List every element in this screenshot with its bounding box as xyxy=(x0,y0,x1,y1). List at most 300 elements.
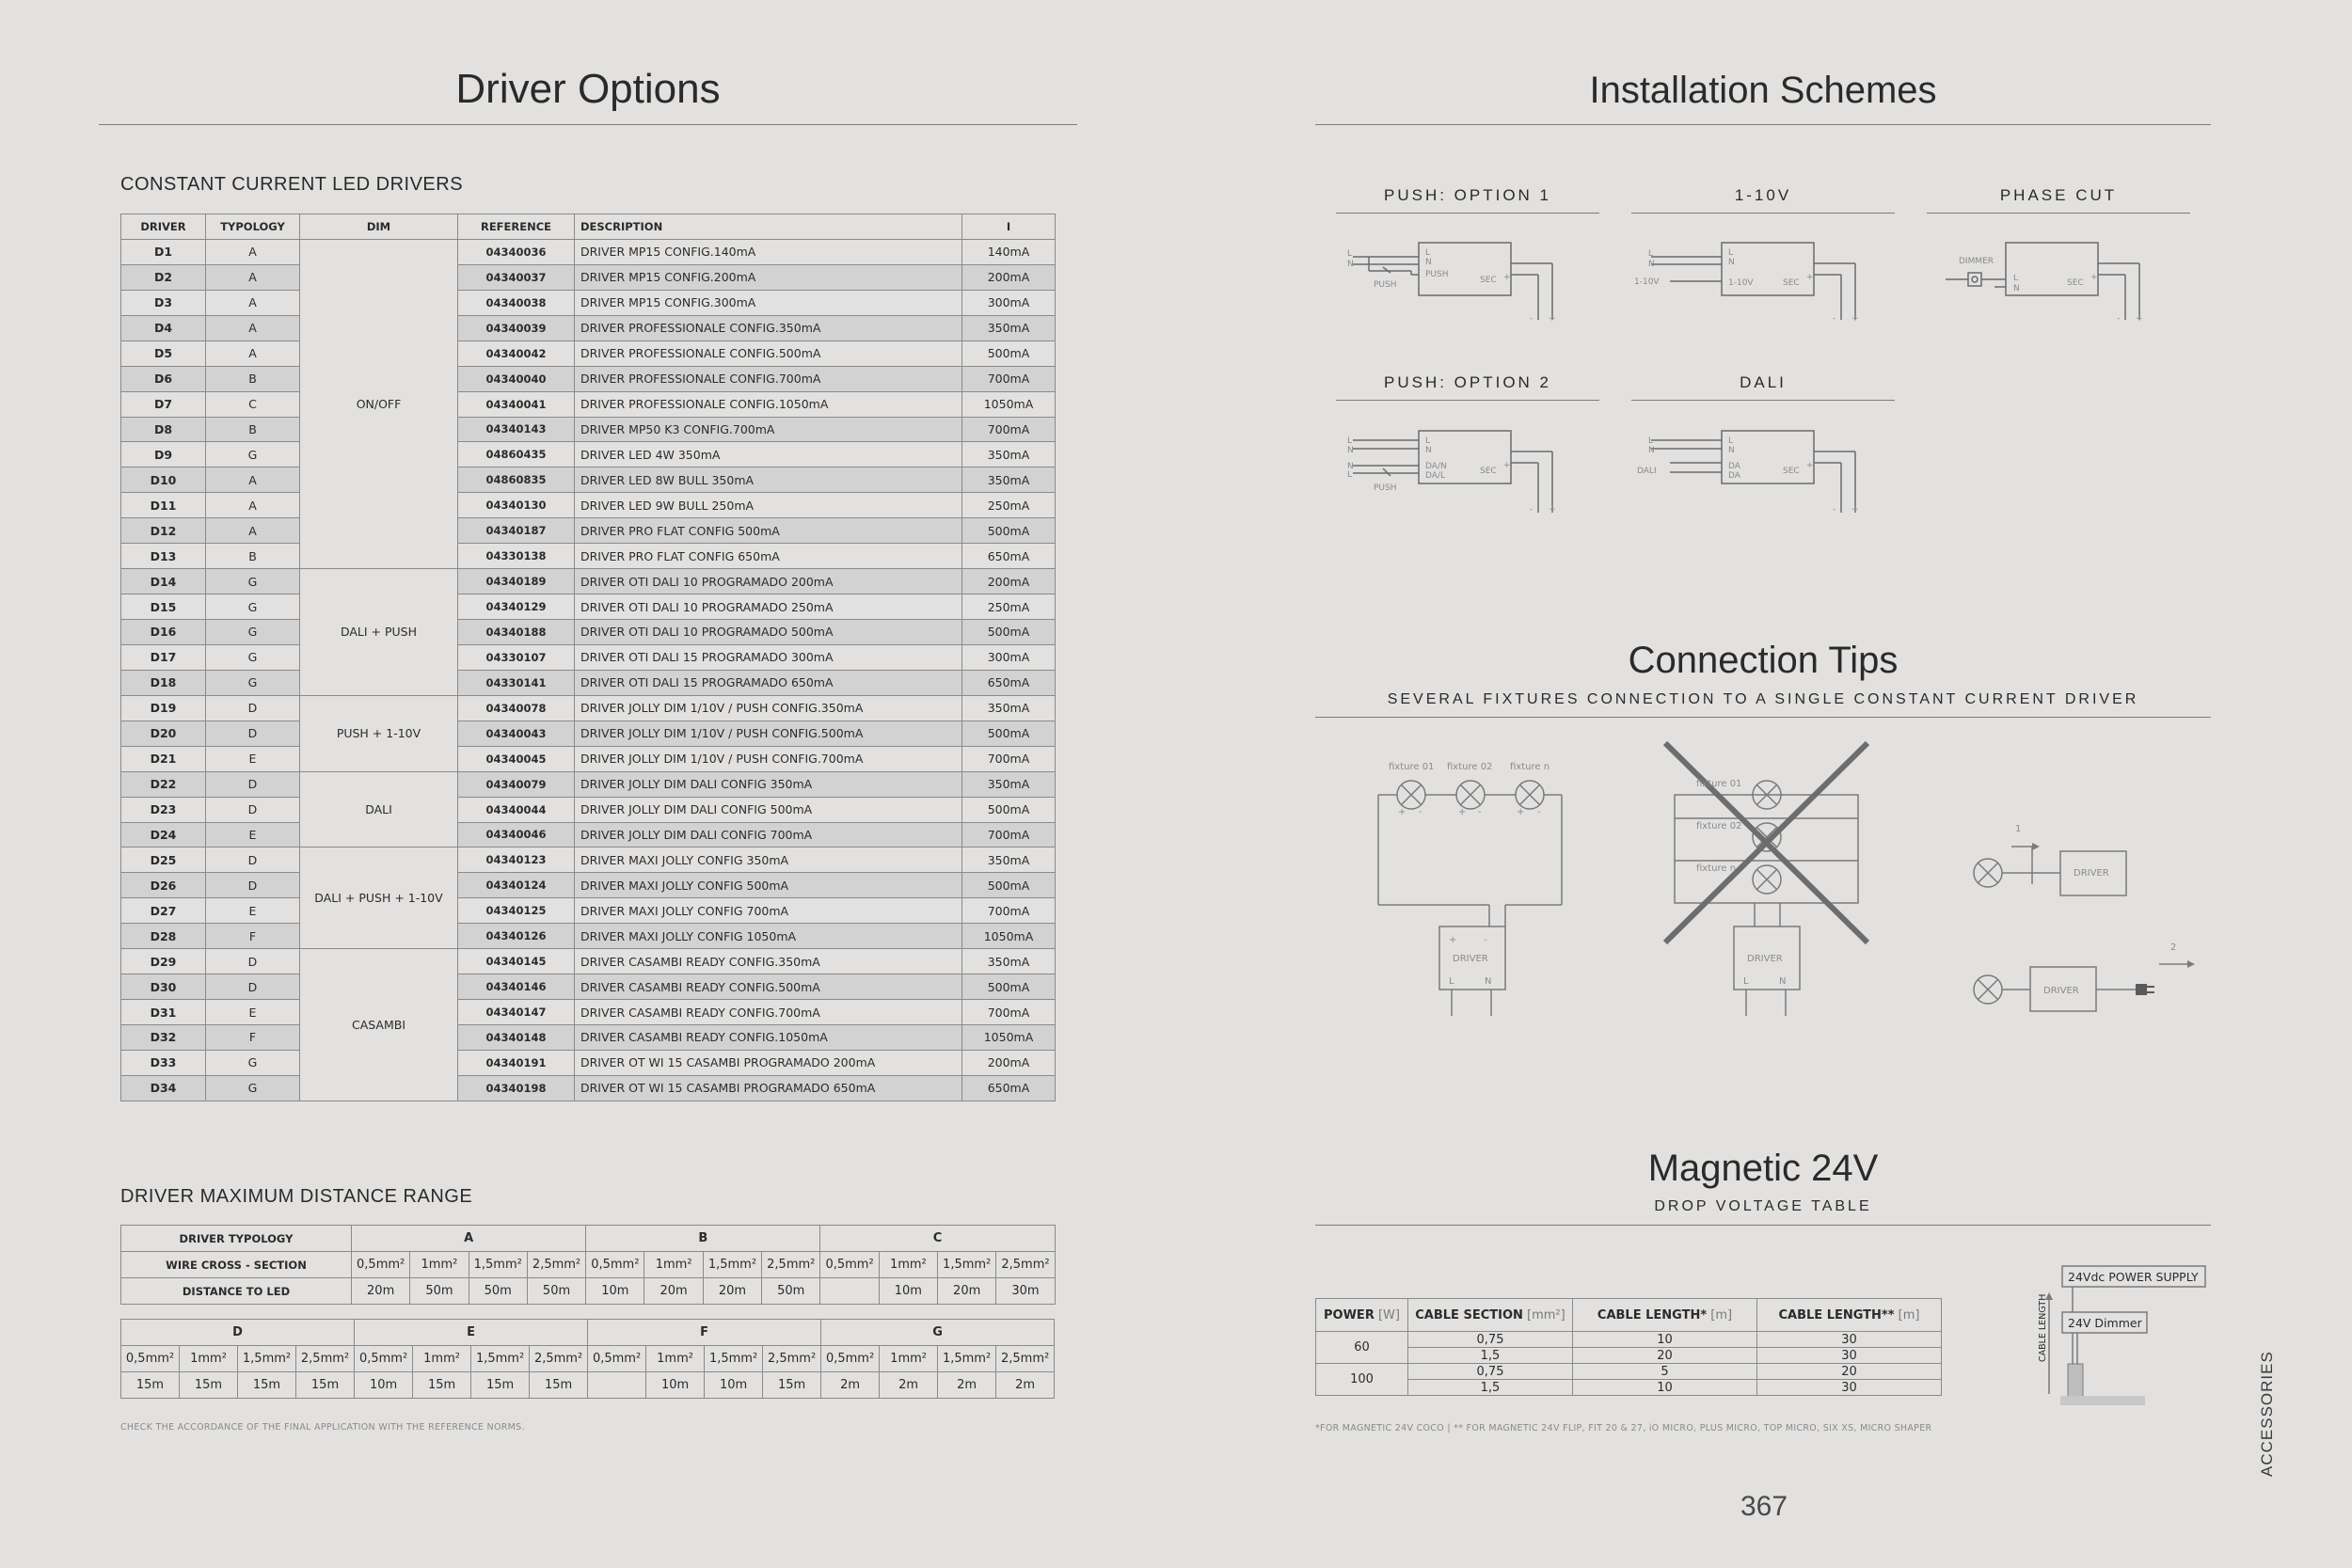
section-cell: 2,5mm² xyxy=(763,1346,821,1372)
table-cell: D xyxy=(206,974,300,1000)
scheme-phase-cut xyxy=(1946,243,2139,320)
table-cell: DRIVER JOLLY DIM 1/10V / PUSH CONFIG.350mA xyxy=(575,695,962,721)
table-row xyxy=(121,898,1056,924)
table-cell: D2 xyxy=(121,264,206,290)
section-title-distance-range: DRIVER MAXIMUM DISTANCE RANGE xyxy=(120,1186,473,1207)
distance-cell: 2m xyxy=(996,1372,1055,1399)
table-row xyxy=(121,493,1056,518)
table-cell: 04340041 xyxy=(458,391,575,417)
table-cell: 04340130 xyxy=(458,493,575,518)
table-row xyxy=(121,721,1056,746)
cable-length-label: CABLE LENGTH xyxy=(2038,1293,2048,1362)
table-cell: DRIVER JOLLY DIM DALI CONFIG 700mA xyxy=(575,822,962,847)
table-row xyxy=(121,949,1056,974)
table-cell: 200mA xyxy=(962,569,1056,594)
conn-text: L xyxy=(1449,976,1454,987)
table-cell: 1050mA xyxy=(962,1025,1056,1051)
scheme-text: L xyxy=(1347,249,1353,259)
table-cell: A xyxy=(206,467,300,493)
table-cell: 0,75 xyxy=(1408,1364,1573,1380)
distance-cell: 20m xyxy=(644,1278,703,1305)
table-cell: 350mA xyxy=(962,467,1056,493)
scheme-text: SEC xyxy=(1480,276,1497,285)
norms-footnote: CHECK THE ACCORDANCE OF THE FINAL APPLICATION WITH THE REFERENCE NORMS. xyxy=(120,1422,525,1433)
scheme-text: + xyxy=(1806,461,1814,470)
table-cell: 650mA xyxy=(962,544,1056,569)
conn-text: fixture 02 xyxy=(1447,762,1493,772)
table-cell: D12 xyxy=(121,518,206,544)
section-cell: 2,5mm² xyxy=(296,1346,355,1372)
conn-text: fixture n xyxy=(1696,863,1737,874)
conn-text: - xyxy=(1478,807,1482,817)
table-row xyxy=(121,771,1056,797)
table-cell: 350mA xyxy=(962,315,1056,341)
table-cell: 30 xyxy=(1757,1380,1942,1396)
conn-text: fixture 01 xyxy=(1696,779,1742,789)
table-cell: DRIVER OT WI 15 CASAMBI PROGRAMADO 650mA xyxy=(575,1075,962,1101)
table-row xyxy=(121,924,1056,949)
table-cell: 1,5 xyxy=(1408,1380,1573,1396)
table-cell: DRIVER JOLLY DIM 1/10V / PUSH CONFIG.500mA xyxy=(575,721,962,746)
section-cell: 0,5mm² xyxy=(586,1252,644,1278)
distance-cell: 15m xyxy=(413,1372,471,1399)
parallel-connection-wrong xyxy=(1675,781,1858,1016)
section-cell: 0,5mm² xyxy=(821,1346,880,1372)
table-cell: D xyxy=(206,847,300,873)
conn-text: DRIVER xyxy=(2043,986,2079,996)
scheme-text: DA xyxy=(1728,462,1740,471)
distance-cell: 10m xyxy=(355,1372,413,1399)
table-cell: DRIVER PROFESSIONALE CONFIG.350mA xyxy=(575,315,962,341)
scheme-text: L xyxy=(2013,274,2019,283)
section-cell: 1mm² xyxy=(880,1346,938,1372)
distance-cell: 20m xyxy=(938,1278,996,1305)
table-row xyxy=(121,873,1056,898)
section-cell: 0,5mm² xyxy=(820,1252,879,1278)
conn-text: L xyxy=(1743,976,1749,987)
table-cell: 1,5 xyxy=(1408,1348,1573,1364)
table-cell: 04340145 xyxy=(458,949,575,974)
table-row xyxy=(121,442,1056,467)
table-cell: 04340040 xyxy=(458,366,575,391)
table-row xyxy=(121,670,1056,695)
table-cell: D10 xyxy=(121,467,206,493)
table-cell: A xyxy=(206,341,300,366)
table-cell: D24 xyxy=(121,822,206,847)
header-label: CABLE LENGTH** xyxy=(1778,1307,1895,1323)
table-cell: A xyxy=(206,493,300,518)
installation-schemes-diagrams xyxy=(1317,226,2220,527)
table-cell: F xyxy=(206,1025,300,1051)
table-cell: 30 xyxy=(1757,1332,1942,1348)
scheme-text: L xyxy=(1425,436,1431,446)
scheme-text: DA xyxy=(1728,471,1740,481)
table-cell: A xyxy=(206,239,300,264)
table-cell: 04340125 xyxy=(458,898,575,924)
table-row xyxy=(121,695,1056,721)
table-cell: DRIVER CASAMBI READY CONFIG.700mA xyxy=(575,1000,962,1025)
table-row xyxy=(121,1000,1056,1025)
table-cell: 10 xyxy=(1573,1332,1757,1348)
scheme-text: PUSH xyxy=(1374,280,1397,290)
scheme-dali xyxy=(1651,431,1855,513)
table-cell: D xyxy=(206,721,300,746)
table-cell: 04330141 xyxy=(458,670,575,695)
table-cell: DRIVER MP15 CONFIG.200mA xyxy=(575,264,962,290)
scheme-text: N xyxy=(1347,462,1354,471)
table-cell: DRIVER MP15 CONFIG.140mA xyxy=(575,239,962,264)
scheme-rule xyxy=(1927,213,2190,214)
dim-group-cell: PUSH + 1-10V xyxy=(300,695,458,771)
table-cell: 04340036 xyxy=(458,239,575,264)
scheme-rule xyxy=(1336,213,1599,214)
table-cell: DRIVER MP50 K3 CONFIG.700mA xyxy=(575,417,962,442)
table-row xyxy=(121,1075,1056,1101)
connection-subtitle: SEVERAL FIXTURES CONNECTION TO A SINGLE CONSTANT CURRENT DRIVER xyxy=(1387,691,2139,707)
table-cell: DRIVER CASAMBI READY CONFIG.500mA xyxy=(575,974,962,1000)
table-row xyxy=(121,1050,1056,1075)
distance-cell xyxy=(820,1278,879,1305)
table-row xyxy=(1316,1348,1942,1364)
table-cell: 04340146 xyxy=(458,974,575,1000)
conn-text: 1 xyxy=(2015,824,2022,834)
section-cell: 1,5mm² xyxy=(705,1346,763,1372)
row-label: DISTANCE TO LED xyxy=(121,1278,352,1305)
table-cell: D1 xyxy=(121,239,206,264)
table-cell: D6 xyxy=(121,366,206,391)
section-cell: 1mm² xyxy=(646,1346,705,1372)
table-cell: 500mA xyxy=(962,620,1056,645)
table-cell: 300mA xyxy=(962,290,1056,315)
table-cell: DRIVER JOLLY DIM DALI CONFIG 500mA xyxy=(575,797,962,822)
section-cell: 1,5mm² xyxy=(238,1346,296,1372)
distance-cell: 10m xyxy=(705,1372,763,1399)
distance-cell: 15m xyxy=(296,1372,355,1399)
table-cell: 04340143 xyxy=(458,417,575,442)
scheme-text: + xyxy=(2136,314,2143,324)
table-cell: D22 xyxy=(121,771,206,797)
distance-cell: 10m xyxy=(586,1278,644,1305)
table-cell: G xyxy=(206,1075,300,1101)
section-cell: 2,5mm² xyxy=(762,1252,820,1278)
table-cell: DRIVER LED 9W BULL 250mA xyxy=(575,493,962,518)
table-cell: DRIVER LED 4W 350mA xyxy=(575,442,962,467)
table-cell: 350mA xyxy=(962,949,1056,974)
distance-cell: 2m xyxy=(938,1372,996,1399)
scheme-text: 1-10V xyxy=(1728,278,1754,288)
drivers-table xyxy=(120,214,1056,1101)
table-header xyxy=(1757,1299,1942,1332)
table-cell: B xyxy=(206,366,300,391)
table-cell: D28 xyxy=(121,924,206,949)
table-cell: 5 xyxy=(1573,1364,1757,1380)
table-row xyxy=(121,746,1056,771)
distance-cell: 50m xyxy=(527,1278,585,1305)
table-cell: 04340079 xyxy=(458,771,575,797)
table-cell: G xyxy=(206,620,300,645)
connection-tips-diagram xyxy=(1317,734,2220,1035)
magnetic-subtitle: DROP VOLTAGE TABLE xyxy=(1654,1198,1872,1214)
conn-text: + xyxy=(1398,807,1406,817)
section-cell: 2,5mm² xyxy=(530,1346,588,1372)
section-cell: 1,5mm² xyxy=(938,1252,996,1278)
table-cell: DRIVER MAXI JOLLY CONFIG 1050mA xyxy=(575,924,962,949)
table-row xyxy=(121,822,1056,847)
scheme-text: N xyxy=(1425,446,1432,455)
table-cell: D30 xyxy=(121,974,206,1000)
table-cell: A xyxy=(206,315,300,341)
scheme-text: SEC xyxy=(1480,467,1497,476)
conn-text: - xyxy=(1537,807,1541,817)
scheme-text: SEC xyxy=(1783,467,1800,476)
scheme-text: N xyxy=(1347,446,1354,455)
page-title-connection-tips: Connection Tips xyxy=(1628,640,1899,681)
table-cell: DRIVER MAXI JOLLY CONFIG 500mA xyxy=(575,873,962,898)
table-cell: 250mA xyxy=(962,493,1056,518)
table-row xyxy=(121,594,1056,620)
section-cell: 1mm² xyxy=(410,1252,469,1278)
table-cell: E xyxy=(206,746,300,771)
distance-cell: 20m xyxy=(352,1278,410,1305)
table-cell: 700mA xyxy=(962,417,1056,442)
table-cell: DRIVER PRO FLAT CONFIG 650mA xyxy=(575,544,962,569)
table-cell: G xyxy=(206,670,300,695)
section-cell: 1,5mm² xyxy=(469,1252,527,1278)
table-cell: D27 xyxy=(121,898,206,924)
table-cell: 04340187 xyxy=(458,518,575,544)
magnetic-footnote: *FOR MAGNETIC 24V COCO | ** FOR MAGNETIC 24V FLIP, FIT 20 & 27, iO MICRO, PLUS MICRO, TOP MICRO, SIX XS, MICRO SHAPER xyxy=(1315,1423,1932,1433)
distance-table-abc xyxy=(120,1225,1056,1305)
table-cell: 140mA xyxy=(962,239,1056,264)
section-cell: 1,5mm² xyxy=(703,1252,761,1278)
table-row xyxy=(121,644,1056,670)
page-title-installation-schemes: Installation Schemes xyxy=(1589,70,1937,111)
table-header: DESCRIPTION xyxy=(575,214,962,240)
dim-group-cell: ON/OFF xyxy=(300,239,458,568)
table-cell: 700mA xyxy=(962,1000,1056,1025)
magnetic-wiring-diagram xyxy=(2032,1260,2220,1416)
power-cell: 60 xyxy=(1316,1332,1408,1364)
conn-text: - xyxy=(1419,807,1422,817)
table-cell: DRIVER JOLLY DIM 1/10V / PUSH CONFIG.700mA xyxy=(575,746,962,771)
table-cell: 500mA xyxy=(962,974,1056,1000)
table-cell: 500mA xyxy=(962,797,1056,822)
table-cell: G xyxy=(206,644,300,670)
distance-cell: 30m xyxy=(996,1278,1055,1305)
section-cell: 1,5mm² xyxy=(938,1346,996,1372)
section-cell: 1mm² xyxy=(879,1252,937,1278)
group-header: G xyxy=(821,1320,1055,1346)
page-title-driver-options: Driver Options xyxy=(455,66,721,112)
table-row xyxy=(121,290,1056,315)
table-row xyxy=(121,239,1056,264)
scheme-text: 1-10V xyxy=(1634,277,1660,287)
table-cell: D26 xyxy=(121,873,206,898)
table-header: DRIVER xyxy=(121,214,206,240)
table-cell: 0,75 xyxy=(1408,1332,1573,1348)
scheme-text: N xyxy=(1347,260,1354,269)
group-header: E xyxy=(355,1320,588,1346)
table-cell: D xyxy=(206,797,300,822)
scheme-text: L xyxy=(1425,248,1431,258)
table-cell: 650mA xyxy=(962,1075,1056,1101)
conn-text: + xyxy=(1458,807,1467,817)
installation-rule xyxy=(1315,124,2211,125)
table-row xyxy=(121,341,1056,366)
table-row xyxy=(121,1226,1056,1252)
section-cell: 1mm² xyxy=(413,1346,471,1372)
table-cell: 20 xyxy=(1757,1364,1942,1380)
conn-text: DRIVER xyxy=(1747,954,1783,964)
table-row xyxy=(121,315,1056,341)
table-cell: DRIVER OTI DALI 15 PROGRAMADO 300mA xyxy=(575,644,962,670)
table-cell: 350mA xyxy=(962,695,1056,721)
table-cell: 700mA xyxy=(962,366,1056,391)
table-cell: 500mA xyxy=(962,873,1056,898)
header-label: CABLE SECTION xyxy=(1415,1307,1523,1323)
scheme-text: - xyxy=(2117,314,2121,324)
scheme-text: + xyxy=(1549,505,1556,515)
table-header xyxy=(1316,1299,1408,1332)
table-cell: D32 xyxy=(121,1025,206,1051)
table-cell: G xyxy=(206,1050,300,1075)
table-cell: 500mA xyxy=(962,518,1056,544)
scheme-label-push-option-2: PUSH: OPTION 2 xyxy=(1383,373,1552,391)
table-row xyxy=(121,974,1056,1000)
distance-cell: 15m xyxy=(238,1372,296,1399)
table-cell: D3 xyxy=(121,290,206,315)
section-title-constant-current: CONSTANT CURRENT LED DRIVERS xyxy=(120,174,464,195)
section-cell: 0,5mm² xyxy=(588,1346,646,1372)
table-cell: 04340189 xyxy=(458,569,575,594)
header-label: CABLE LENGTH* xyxy=(1597,1307,1708,1323)
distance-cell: 2m xyxy=(880,1372,938,1399)
table-cell: 350mA xyxy=(962,771,1056,797)
table-row xyxy=(121,417,1056,442)
scheme-text: SEC xyxy=(2067,278,2084,288)
table-cell: A xyxy=(206,290,300,315)
scheme-label-phase-cut: PHASE CUT xyxy=(1999,186,2118,204)
scheme-text: - xyxy=(1530,505,1534,515)
scheme-rule xyxy=(1631,213,1895,214)
table-cell: D34 xyxy=(121,1075,206,1101)
table-cell: 10 xyxy=(1573,1380,1757,1396)
scheme-text: L xyxy=(1728,248,1734,258)
table-cell: 04340188 xyxy=(458,620,575,645)
group-header: F xyxy=(588,1320,821,1346)
table-row xyxy=(1316,1332,1942,1348)
table-cell: 04340191 xyxy=(458,1050,575,1075)
table-cell: DRIVER OTI DALI 10 PROGRAMADO 250mA xyxy=(575,594,962,620)
table-row xyxy=(1316,1364,1942,1380)
table-row xyxy=(121,1346,1055,1372)
table-row xyxy=(121,620,1056,645)
table-header xyxy=(1573,1299,1757,1332)
drop-voltage-table xyxy=(1315,1298,1942,1396)
table-cell: DRIVER OTI DALI 10 PROGRAMADO 200mA xyxy=(575,569,962,594)
table-cell: 500mA xyxy=(962,721,1056,746)
power-cell: 100 xyxy=(1316,1364,1408,1396)
table-cell: 04340037 xyxy=(458,264,575,290)
page-title-magnetic-24v: Magnetic 24V xyxy=(1647,1148,1879,1189)
scheme-text: L xyxy=(1728,436,1734,446)
table-cell: 1050mA xyxy=(962,924,1056,949)
distance-cell: 50m xyxy=(469,1278,527,1305)
table-cell: 04340124 xyxy=(458,873,575,898)
table-cell: 200mA xyxy=(962,264,1056,290)
header-unit: [mm²] xyxy=(1522,1307,1565,1323)
scheme-text: L xyxy=(1347,470,1353,480)
scheme-text: + xyxy=(1851,314,1859,324)
table-cell: 04340147 xyxy=(458,1000,575,1025)
table-cell: 04340039 xyxy=(458,315,575,341)
distance-cell: 20m xyxy=(703,1278,761,1305)
table-cell: D33 xyxy=(121,1050,206,1075)
table-row xyxy=(121,467,1056,493)
table-row xyxy=(121,569,1056,594)
table-cell: 700mA xyxy=(962,746,1056,771)
distance-cell: 10m xyxy=(646,1372,705,1399)
wrong-cross-icon xyxy=(1665,743,1867,942)
table-row xyxy=(121,1372,1055,1399)
table-cell: D11 xyxy=(121,493,206,518)
conn-text: fixture 02 xyxy=(1696,821,1742,832)
page-number: 367 xyxy=(1740,1491,1788,1522)
table-cell: DRIVER OTI DALI 15 PROGRAMADO 650mA xyxy=(575,670,962,695)
table-cell: 04340044 xyxy=(458,797,575,822)
table-cell: 350mA xyxy=(962,442,1056,467)
conn-text: fixture n xyxy=(1510,762,1550,772)
conn-text: 2 xyxy=(2170,942,2177,953)
table-row xyxy=(121,1320,1055,1346)
table-cell: DRIVER OTI DALI 10 PROGRAMADO 500mA xyxy=(575,620,962,645)
table-cell: DRIVER CASAMBI READY CONFIG.1050mA xyxy=(575,1025,962,1051)
table-cell: G xyxy=(206,594,300,620)
magnetic-rule xyxy=(1315,1225,2211,1226)
table-cell: 04340126 xyxy=(458,924,575,949)
conn-text: N xyxy=(1485,976,1492,987)
table-cell: 200mA xyxy=(962,1050,1056,1075)
scheme-text: PUSH xyxy=(1374,483,1397,493)
table-cell: D23 xyxy=(121,797,206,822)
conn-text: DRIVER xyxy=(1453,954,1488,964)
table-row xyxy=(121,797,1056,822)
table-cell: D14 xyxy=(121,569,206,594)
group-header: C xyxy=(820,1226,1055,1252)
table-cell: 700mA xyxy=(962,898,1056,924)
table-cell: DRIVER PRO FLAT CONFIG 500mA xyxy=(575,518,962,544)
row-label: WIRE CROSS - SECTION xyxy=(121,1252,352,1278)
scheme-label-dali: DALI xyxy=(1740,373,1787,391)
table-cell: B xyxy=(206,417,300,442)
scheme-push-option-2 xyxy=(1353,431,1552,513)
table-cell: 04340046 xyxy=(458,822,575,847)
table-cell: D4 xyxy=(121,315,206,341)
table-cell: 350mA xyxy=(962,847,1056,873)
table-cell: 04340078 xyxy=(458,695,575,721)
scheme-text: L xyxy=(1648,436,1654,446)
table-cell: D9 xyxy=(121,442,206,467)
table-cell: D18 xyxy=(121,670,206,695)
table-cell: D25 xyxy=(121,847,206,873)
scheme-text: N xyxy=(1648,446,1655,455)
table-cell: 250mA xyxy=(962,594,1056,620)
table-cell: D13 xyxy=(121,544,206,569)
dim-group-cell: DALI + PUSH + 1-10V xyxy=(300,847,458,949)
table-cell: D21 xyxy=(121,746,206,771)
table-row xyxy=(121,544,1056,569)
power-supply-label: 24Vdc POWER SUPPLY xyxy=(2068,1270,2199,1284)
